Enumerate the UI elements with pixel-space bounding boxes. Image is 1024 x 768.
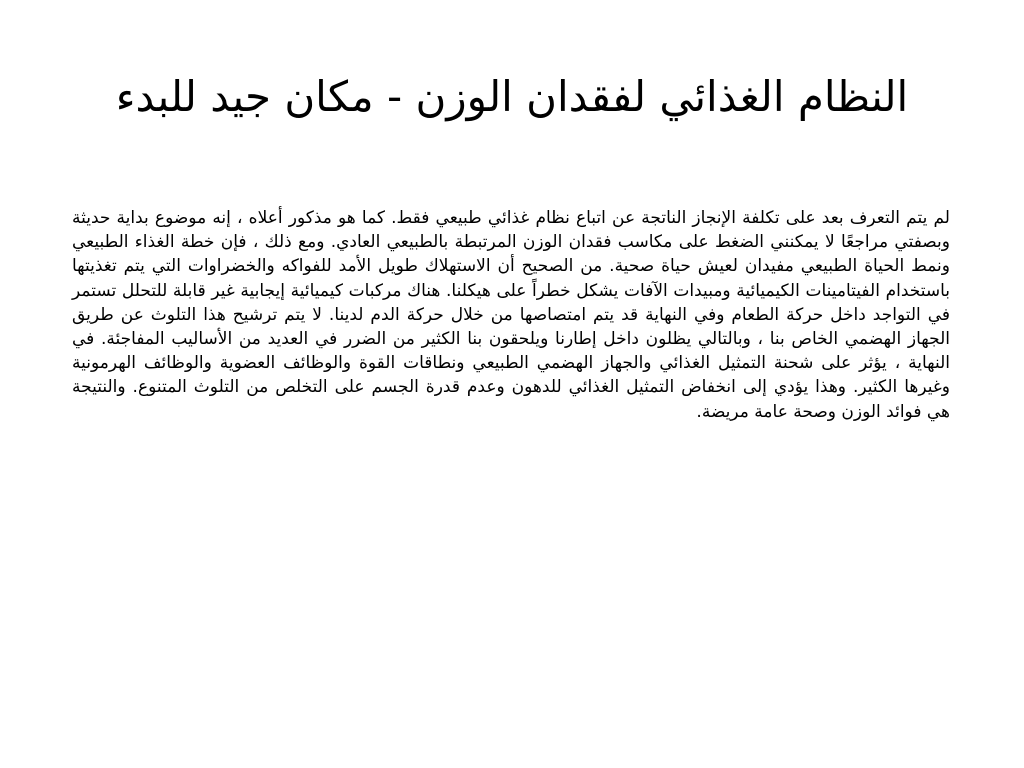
slide-body-text: لم يتم التعرف بعد على تكلفة الإنجاز الناتجة عن اتباع نظام غذائي طبيعي فقط. كما هو مذكور أعلاه ، إنه موضوع بداية حديثة وبصفتي مراجعًا لا يمكنني الضغط على مكاسب فقدان الوزن المرتبطة بالطبيعي العادي. ومع ذلك ، فإن خطة الغذاء الطبيعي ونمط الحياة الطبيعي مفيدان لعيش حياة صحية. من الصحيح أن الاستهلاك طويل الأمد للفواكه والخضراوات التي يتم تغذيتها باستخدام الفيتامينات الكيميائية ومبيدات الآفات يشكل خطراً على هيكلنا. هناك مركبات كيميائية إيجابية غير قابلة للتحلل تستمر في التواجد داخل حركة الطعام وفي النهاية قد يتم امتصاصها من خلال حركة الدم لدينا. لا يتم ترشيح هذا التلوث عن طريق الجهاز الهضمي الخاص بنا ، وبالتالي يظلون داخل إطارنا ويلحقون بنا الكثير من الضرر في العديد من الأساليب المفاجئة. في النهاية ، يؤثر على شحنة التمثيل الغذائي والجهاز الهضمي الطبيعي ونطاقات القوة والوظائف العضوية والوظائف الهرمونية وغيرها الكثير. وهذا يؤدي إلى انخفاض التمثيل الغذائي للدهون وعدم قدرة الجسم على التخلص من التلوث المتنوع. والنتيجة هي فوائد الوزن وصحة عامة مريضة. — [72, 208, 950, 422]
slide-title: النظام الغذائي لفقدان الوزن - مكان جيد للبدء — [115, 72, 909, 121]
